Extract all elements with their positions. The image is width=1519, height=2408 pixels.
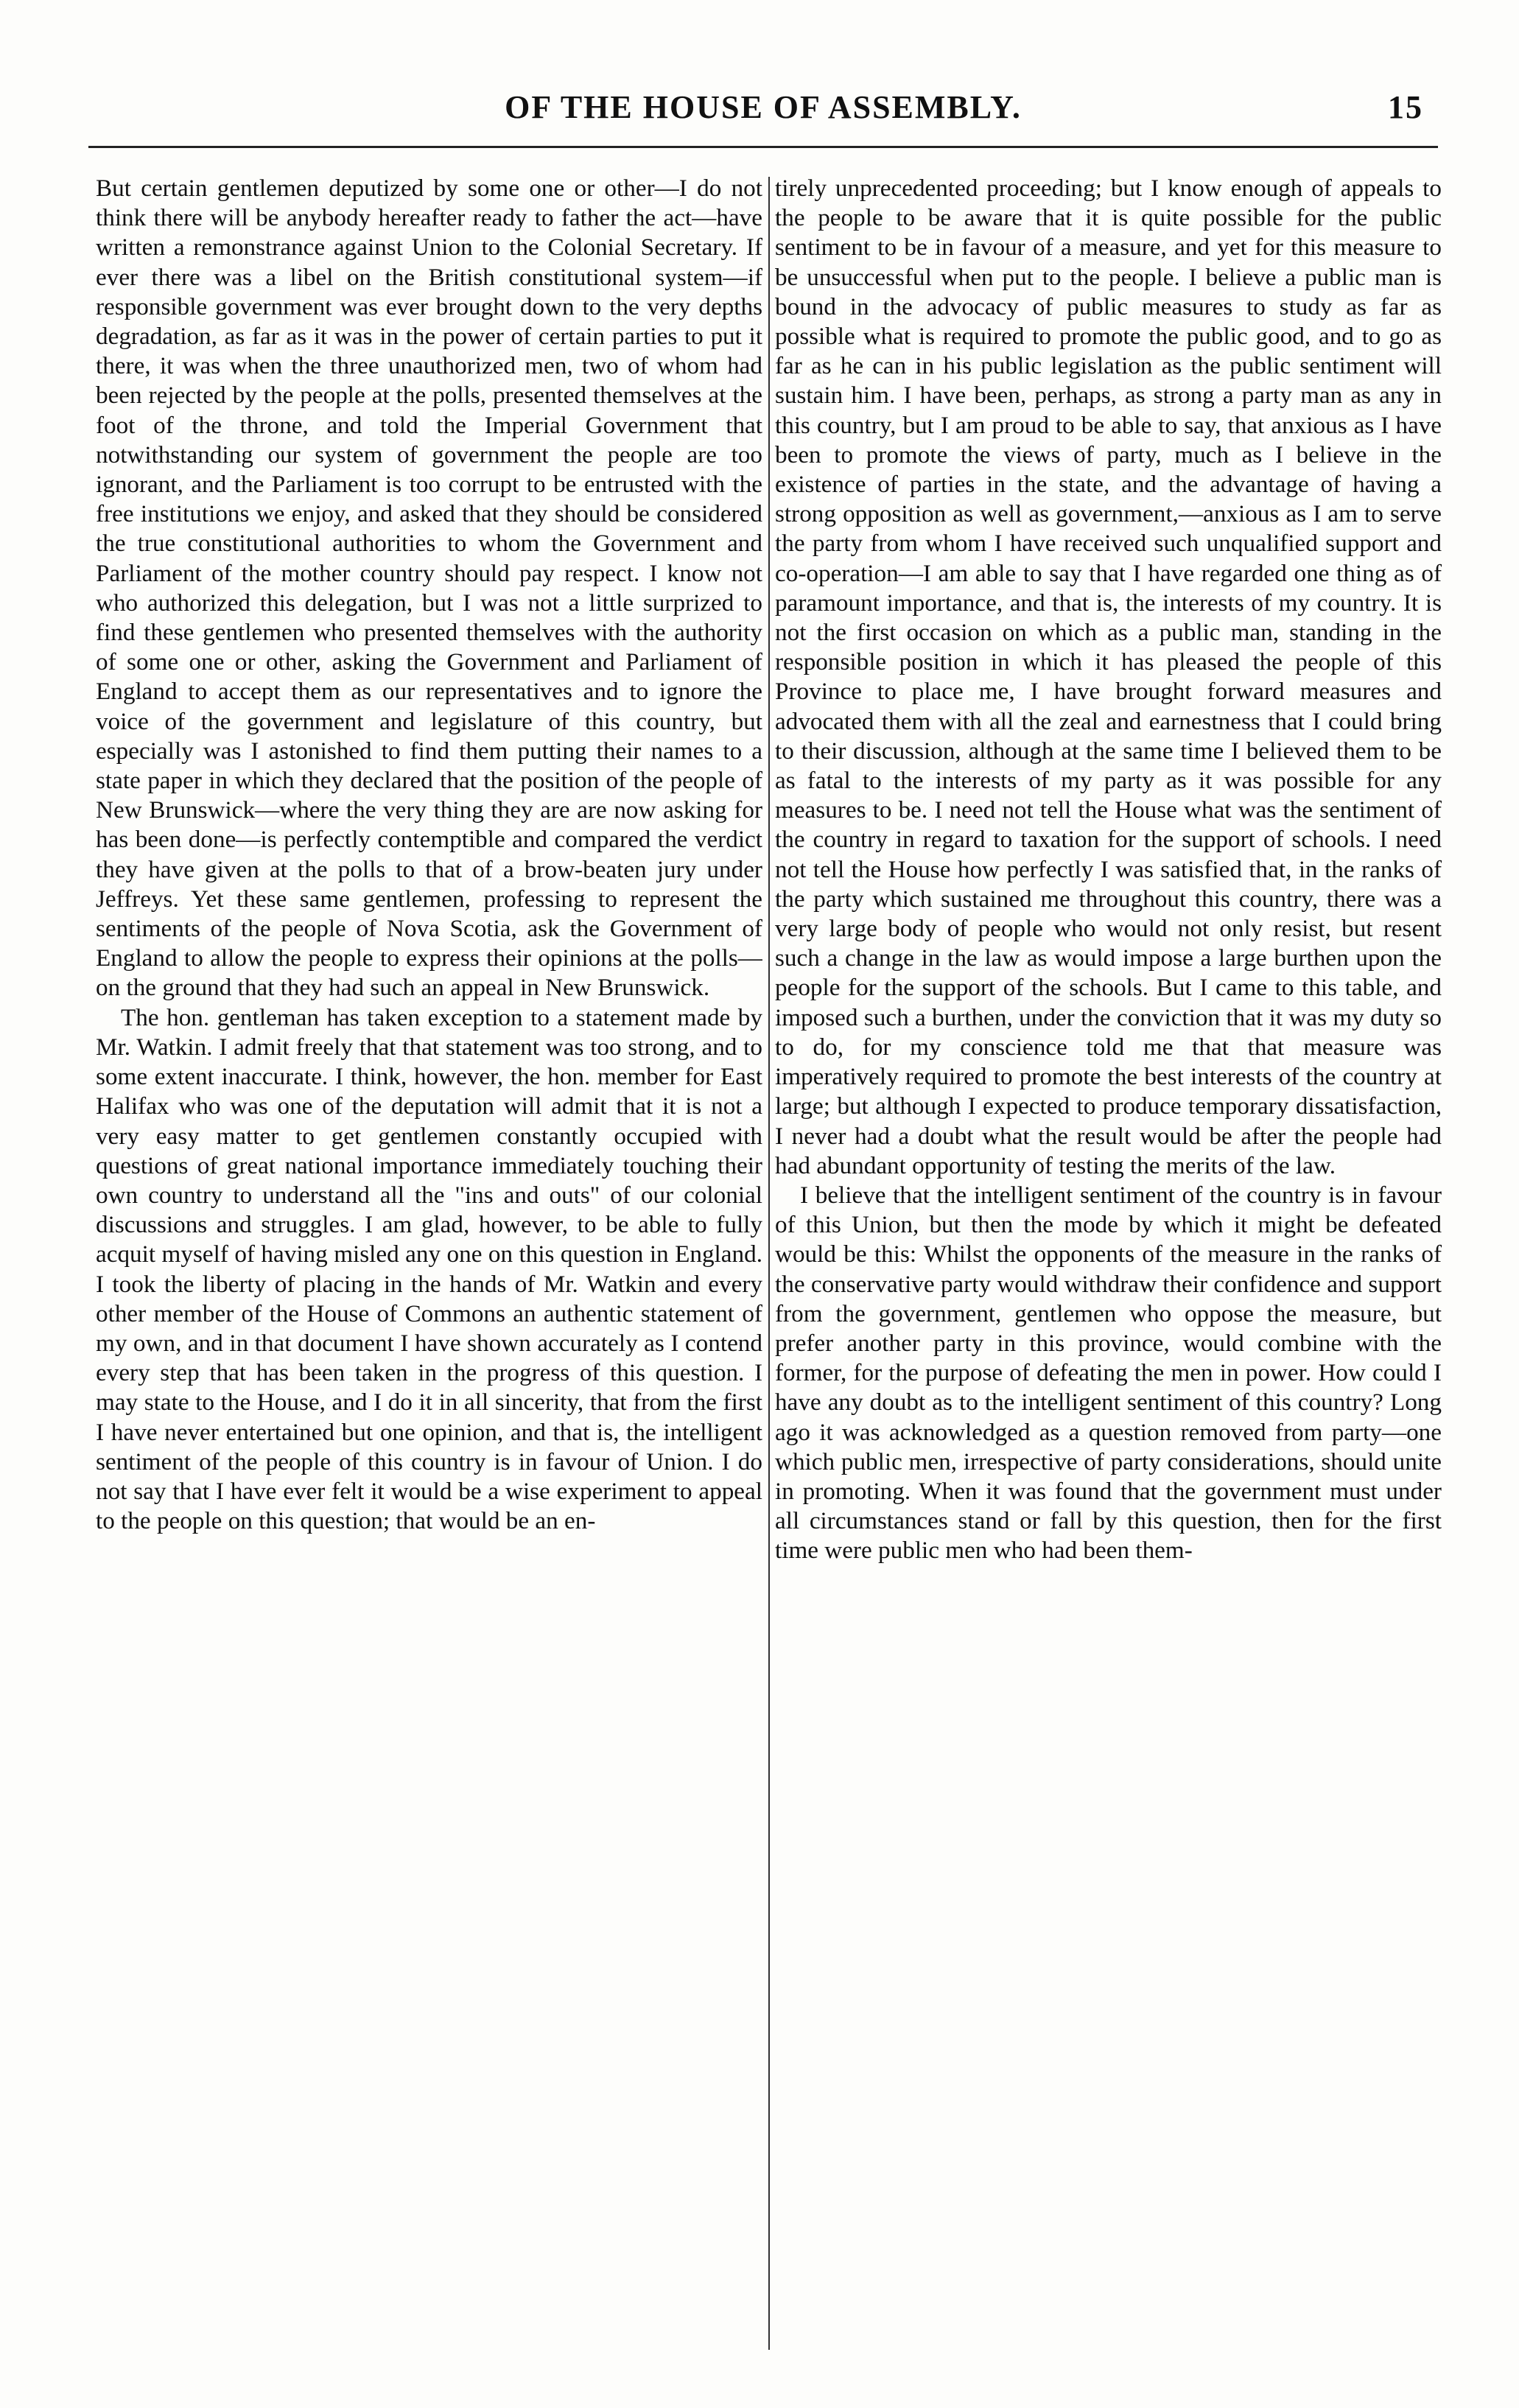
left-column	[96, 174, 762, 2354]
paragraph: I believe that the intelligent sentiment of the country is in favour of this Union, but then the mode by which it might be defeated would be this: Whilst the opponents of the measure in the ranks of the conservative party would withdraw their confidence and support from the government, gentlemen who oppose the measure, but prefer another party in this province, would combine with the former, for the purpose of defeating the men in power. How could I have any doubt as to the intelligent sentiment of this country? Long ago it was acknowledged as a question removed from party—one which public men, irrespective of party considerations, should unite in promoting. When it was found that the government must under all circumstances stand or fall by this question, then for the first time were public men who had been them-	[775, 1181, 1442, 1565]
running-header	[88, 88, 1438, 140]
paragraph: The hon. gentleman has taken exception to a statement made by Mr. Watkin. I admit freely that that statement was too strong, and to some extent inaccurate. I think, however, the hon. member for East Halifax who was one of the deputation will admit that it is not a very easy matter to get gentlemen constantly occupied with questions of great national importance immediately touching their own country to understand all the "ins and outs" of our colonial discussions and struggles. I am glad, however, to be able to fully acquit myself of having misled any one on this question in England. I took the liberty of placing in the hands of Mr. Watkin and every other member of the House of Commons an authentic statement of my own, and in that document I have shown accurately as I contend every step that has been taken in the progress of this question. I may state to the House, and I do it in all sincerity, that from the first I have never entertained but one opinion, and that is, the intelligent sentiment of the people of this country is in favour of Union. I do not say that I have ever felt it would be a wise experiment to appeal to the people on this question; that would be an en-	[96, 1003, 762, 1535]
paragraph: But certain gentlemen deputized by some one or other—I do not think there will be anybody hereafter ready to father the act—have written a remonstrance against Union to the Colonial Secretary. If ever there was a libel on the British constitutional system—if responsible government was ever brought down to the very depths degradation, as far as it was in the power of certain parties to put it there, it was when the three unauthorized men, two of whom had been rejected by the people at the polls, presented themselves at the foot of the throne, and told the Imperial Government that notwithstanding our system of government the people are too ignorant, and the Parliament is too corrupt to be entrusted with the free institutions we enjoy, and asked that they should be considered the true constitutional authorities to whom the Government and Parliament of the mother country should pay respect. I know not who authorized this delegation, but I was not a little surprized to find these gentlemen who presented themselves with the authority of some one or other, asking the Government and Parliament of England to accept them as our representatives and to ignore the voice of the government and legislature of this country, but especially was I astonished to find them putting their names to a state paper in which they declared that the position of the people of New Brunswick—where the very thing they are are now asking for has been done—is perfectly contemptible and compared the verdict they have given at the polls to that of a brow-beaten jury under Jeffreys. Yet these same gentlemen, professing to represent the sentiments of the people of Nova Scotia, ask the Government of England to allow the people to express their opinions at the polls—on the ground that they had such an appeal in New Brunswick.	[96, 175, 762, 1002]
right-column	[775, 174, 1442, 2354]
page-header-title: OF THE HOUSE OF ASSEMBLY.	[505, 89, 1022, 125]
paragraph: tirely unprecedented proceeding; but I know enough of appeals to the people to be aware that it is quite possible for the public sentiment to be in favour of a measure, and yet for this measure to be unsuccessful when put to the people. I believe a public man is bound in the advocacy of public measures to study as far as possible what is required to promote the public good, and to go as far as he can in his public legislation as the public sentiment will sustain him. I have been, perhaps, as strong a party man as any in this country, but I am proud to be able to say, that anxious as I have been to promote the views of party, much as I believe in the existence of parties in the state, and the advantage of having a strong opposition as well as government,—anxious as I am to serve the party from whom I have received such unqualified support and co-operation—I am able to say that I have regarded one thing as of paramount importance, and that is, the interests of my country. It is not the first occasion on which as a public man, standing in the responsible position in which it has pleased the people of this Province to place me, I have brought forward measures and advocated them with all the zeal and earnestness that I could bring to their discussion, although at the same time I believed them to be as fatal to the interests of my party as it was possible for any measures to be. I need not tell the House what was the sentiment of the country in regard to taxation for the support of schools. I need not tell the House how perfectly I was satisfied that, in the ranks of the party which sustained me throughout this country, there was a very large body of people who would not only resist, but resent such a change in the law as would impose a large burthen upon the people for the support of the schools. But I came to this table, and imposed such a burthen, under the conviction that it was my duty so to do, for my conscience told me that that measure was imperatively required to promote the best interests of the country at large; but although I expected to produce temporary dissatisfaction, I never had a doubt what the result would be after the people had had abundant opportunity of testing the merits of the law.	[775, 175, 1442, 1179]
column-rule	[768, 177, 770, 2350]
page-number: 15	[1388, 89, 1423, 125]
header-rule	[88, 146, 1438, 148]
